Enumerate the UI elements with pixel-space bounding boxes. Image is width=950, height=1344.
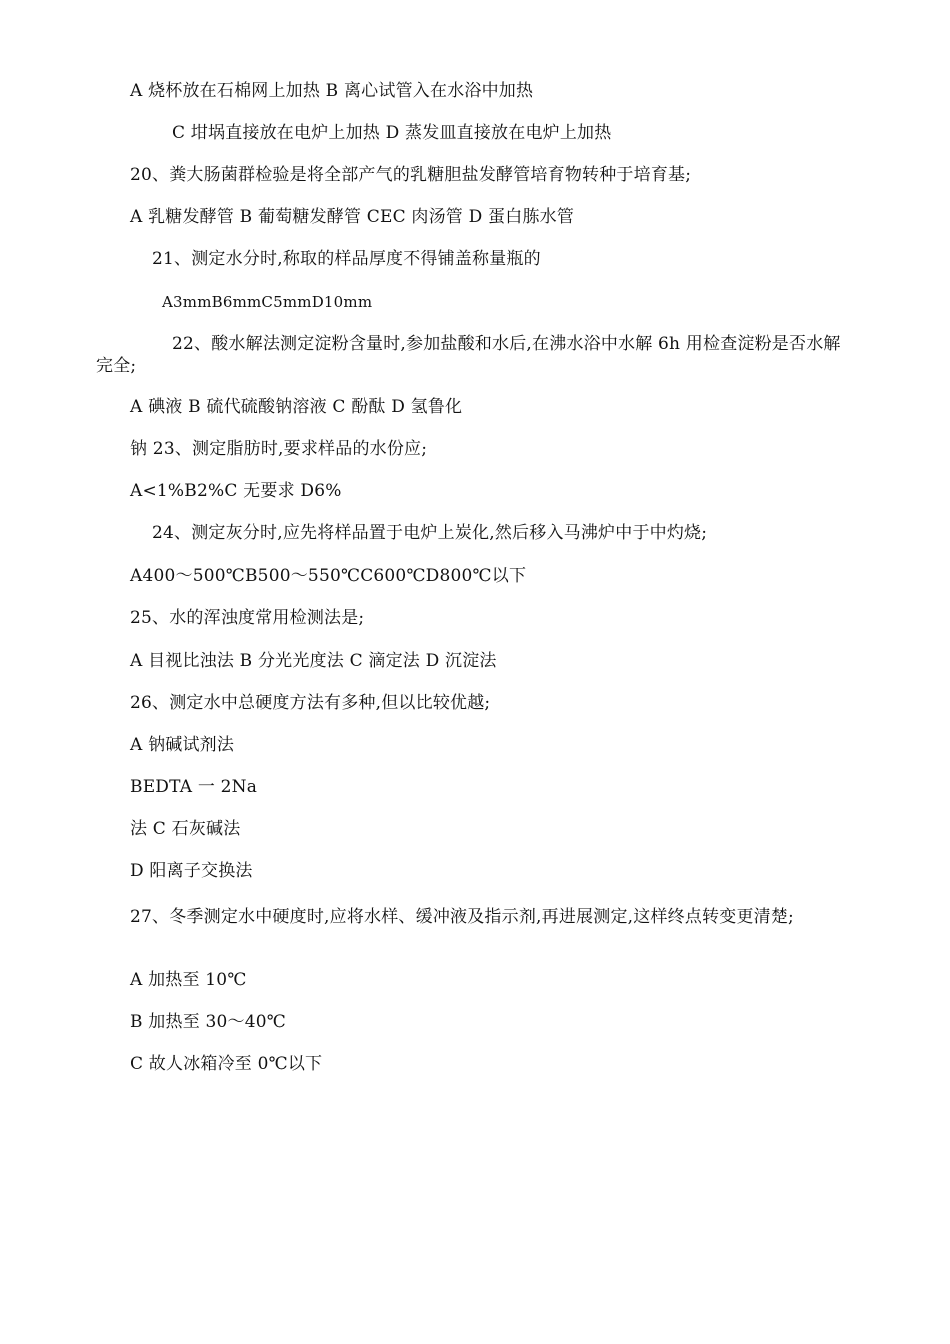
q27-option-a: A 加热至 10℃ xyxy=(130,970,247,990)
q25-options: A 目视比浊法 B 分光光度法 C 滴定法 D 沉淀法 xyxy=(130,651,497,671)
q21-question: 21、测定水分时,称取的样品厚度不得铺盖称量瓶的 xyxy=(152,249,541,269)
q23-question: 钠 23、测定脂肪时,要求样品的水份应; xyxy=(130,439,428,459)
q24-options: A400～500℃B500～550℃C600℃D800℃以下 xyxy=(130,566,527,586)
q23-options: A<1%B2%C 无要求 D6% xyxy=(130,481,342,501)
q20-question: 20、粪大肠菌群检验是将全部产气的乳糖胆盐发酵管培育物转种于培育基; xyxy=(130,165,692,185)
q24-question: 24、测定灰分时,应先将样品置于电炉上炭化,然后移入马沸炉中于中灼烧; xyxy=(152,523,708,543)
q19-options-ab: A 烧杯放在石棉网上加热 B 离心试管入在水浴中加热 xyxy=(130,81,534,101)
q26-option-d: D 阳离子交换法 xyxy=(130,861,253,881)
q27-question: 27、冬季测定水中硬度时,应将水样、缓冲液及指示剂,再进展测定,这样终点转变更清楚; xyxy=(130,907,794,927)
q26-option-a: A 钠碱试剂法 xyxy=(130,735,235,755)
q27-option-c: C 故人冰箱冷至 0℃以下 xyxy=(130,1054,323,1074)
q19-options-cd: C 坩埚直接放在电炉上加热 D 蒸发皿直接放在电炉上加热 xyxy=(172,123,612,143)
q22-question: 22、酸水解法测定淀粉含量时,参加盐酸和水后,在沸水浴中水解 6h 用检查淀粉是否水解完全; xyxy=(96,334,841,376)
q20-options: A 乳糖发酵管 B 葡萄糖发酵管 CEC 肉汤管 D 蛋白胨水管 xyxy=(130,207,575,227)
q27-option-b: B 加热至 30～40℃ xyxy=(130,1012,286,1032)
q26-question: 26、测定水中总硬度方法有多种,但以比较优越; xyxy=(130,693,491,713)
q25-question: 25、水的浑浊度常用检测法是; xyxy=(130,608,365,628)
q26-option-b: BEDTA 一 2Na xyxy=(130,777,258,797)
q21-options: A3mmB6mmC5mmD10mm xyxy=(162,293,373,311)
q22-options: A 碘液 B 硫代硫酸钠溶液 C 酚酞 D 氢鲁化 xyxy=(130,397,463,417)
q26-option-c: 法 C 石灰碱法 xyxy=(130,819,241,839)
